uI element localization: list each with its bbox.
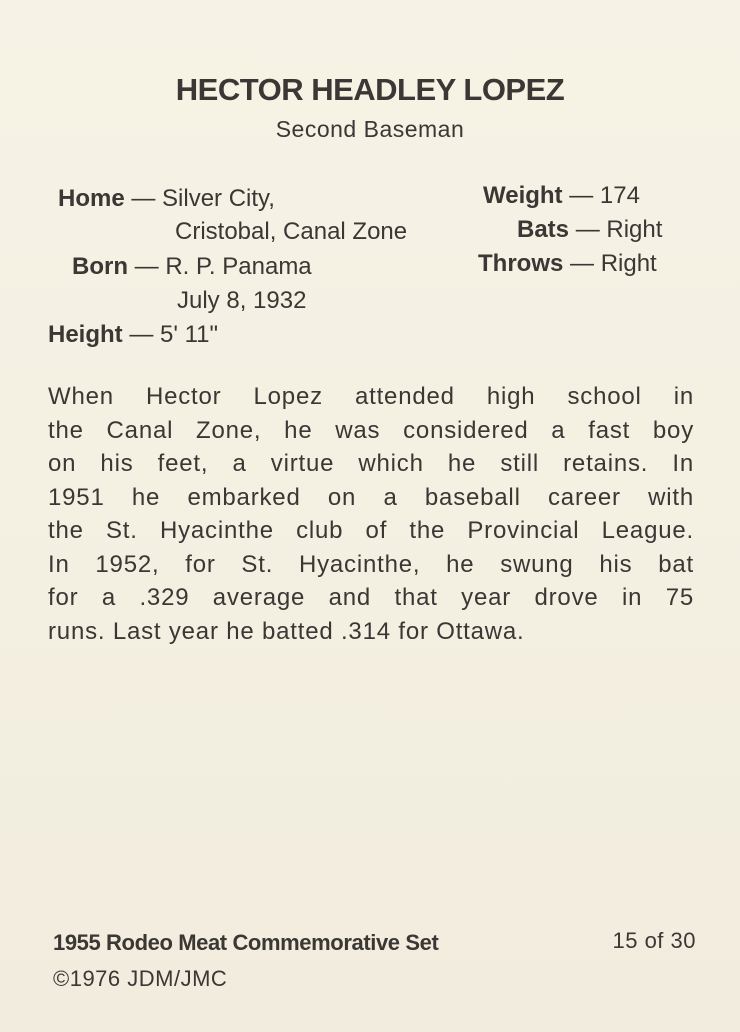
card-number: 15 of 30 <box>612 928 696 953</box>
player-position: Second Baseman <box>275 116 465 142</box>
biography <box>48 380 694 648</box>
born-separator: — <box>134 253 159 280</box>
height-value: 5' 11" <box>160 321 219 348</box>
born-value-line1: R. P. Panama <box>165 253 312 280</box>
bio-line: 1951 he embarked on a baseball career with <box>48 483 694 511</box>
home-value-line1: Silver City, <box>162 185 275 212</box>
weight-value: 174 <box>599 182 640 209</box>
bats-label: Bats <box>517 216 570 243</box>
home-label: Home <box>58 185 125 212</box>
bats-separator: — <box>575 216 600 243</box>
throws-row <box>478 247 657 280</box>
player-name: HECTOR HEADLEY LOPEZ <box>175 72 565 107</box>
home-separator: — <box>131 185 156 212</box>
bio-line: on his feet, a virtue which he still retains. In <box>48 450 694 477</box>
home-value-line2: Cristobal, Canal Zone <box>175 218 408 245</box>
bio-line: for a .329 average and that year drove in 75 <box>48 584 694 611</box>
bio-line: When Hector Lopez attended high school in <box>48 383 694 410</box>
throws-label: Throws <box>478 250 564 277</box>
home-row <box>58 182 275 215</box>
born-row <box>72 250 312 283</box>
height-row <box>48 318 218 351</box>
height-separator: — <box>129 321 154 348</box>
throws-value: Right <box>600 250 657 277</box>
weight-label: Weight <box>483 182 563 209</box>
bats-row <box>517 213 662 246</box>
height-label: Height <box>48 321 123 348</box>
born-value-line2: July 8, 1932 <box>177 287 307 314</box>
born-label: Born <box>72 253 128 280</box>
bio-line: runs. Last year he batted .314 for Ottawa. <box>48 617 525 645</box>
copyright: ©1976 JDM/JMC <box>53 966 228 991</box>
bio-line: the St. Hyacinthe club of the Provincial League. <box>48 517 694 544</box>
set-name: 1955 Rodeo Meat Commemorative Set <box>53 930 439 955</box>
bats-value: Right <box>606 216 663 243</box>
bio-line: the Canal Zone, he was considered a fast boy <box>48 416 694 444</box>
weight-separator: — <box>569 182 594 209</box>
weight-row <box>483 179 640 212</box>
bio-line: In 1952, for St. Hyacinthe, he swung his bat <box>48 550 694 578</box>
throws-separator: — <box>570 250 595 277</box>
